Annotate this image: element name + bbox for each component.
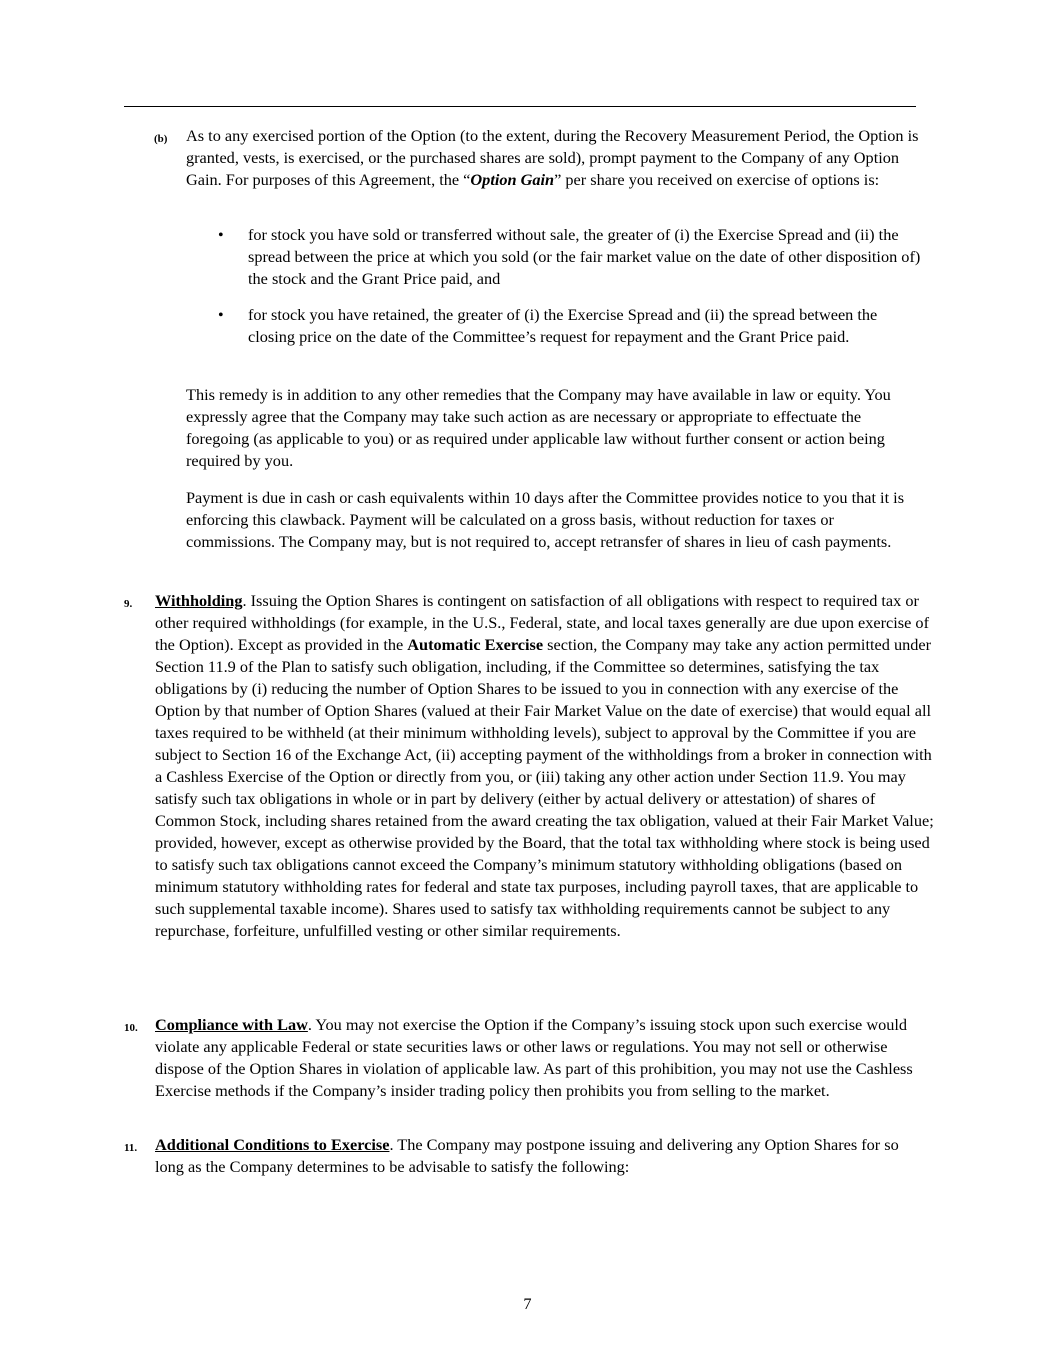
section-11-number: 11.	[124, 1142, 138, 1154]
section-b-text-before: As to any exercised portion of the Option (to the extent, during the Recovery Measurement Period, the Option is granted, vests, is exercised, or the purchased shares are sold), prompt payment to the Company of any Option Gain. For purposes of this Agreement, the “	[186, 126, 919, 189]
section-9-text-a: . Issuing the Option Shares is contingent on satisfaction of all obligations with respect to required tax or other required withholdings (for example, in the U.S., Federal, state, and local taxes generally are due upon exercise of the Option). Except as provided in the	[155, 591, 929, 654]
section-9-paragraph	[155, 590, 935, 942]
section-10-paragraph	[155, 1014, 930, 1102]
section-10-heading: Compliance with Law	[155, 1015, 308, 1034]
section-b-intro	[186, 125, 926, 191]
section-10-number: 10.	[124, 1022, 138, 1034]
section-b-label: (b)	[154, 133, 168, 145]
header-rule	[124, 106, 916, 107]
bullet-item-1: for stock you have sold or transferred without sale, the greater of (i) the Exercise Spread and (ii) the spread between the price at which you sold (or the fair market value on the date of other disposition of) the stock and the Grant Price paid, and	[248, 225, 921, 288]
option-gain-term: Option Gain	[470, 170, 555, 189]
section-9-heading: Withholding	[155, 591, 243, 610]
section-b-text-after: ” per share you received on exercise of options is:	[554, 170, 880, 189]
remedy-paragraph: This remedy is in addition to any other remedies that the Company may have available in law or equity. You expressly agree that the Company may take such action as are necessary or appropriate to effectuate the foregoing (as applicable to you) or as required under applicable law without further consent or action being required by you.	[186, 385, 891, 470]
bullet-icon: •	[218, 227, 224, 244]
page-number: 7	[523, 1294, 532, 1313]
bullet-item-2: for stock you have retained, the greater of (i) the Exercise Spread and (ii) the spread between the closing price on the date of the Committee’s request for repayment and the Grant Price paid.	[248, 305, 878, 346]
payment-paragraph: Payment is due in cash or cash equivalents within 10 days after the Committee provides notice to you that it is enforcing this clawback. Payment will be calculated on a gross basis, without reduction for taxes or commissions. The Company may, but is not required to, accept retransfer of shares in lieu of cash payments.	[186, 488, 905, 551]
section-11-text: . The Company may postpone issuing and delivering any Option Shares for so long as the Company determines to be advisable to satisfy the following:	[155, 1135, 899, 1176]
section-9-text-b: section, the Company may take any action permitted under Section 11.9 of the Plan to satisfy such obligation, including, if the Committee so determines, satisfying the tax obligations by (i) reducing the number of Option Shares to be issued to you in connection with any exercise of the Option by that number of Option Shares (valued at their Fair Market Value on the date of exercise) that would equal all taxes required to be withheld (at their minimum withholding levels), subject to approval by the Committee if you are subject to Section 16 of the Exchange Act, (ii) accepting payment of the withholdings from a broker in connection with a Cashless Exercise of the Option or directly from you, or (iii) taking any other action under Section 11.9. You may satisfy such tax obligations in whole or in part by delivery (either by actual delivery or attestation) of shares of Common Stock, including shares retained from the award creating the tax obligation, valued at their Fair Market Value; provided, however, except as otherwise provided by the Board, that the total tax withholding where stock is being used to satisfy such tax obligations cannot exceed the Company’s minimum statutory withholding obligations (based on minimum statutory withholding rates for federal and state tax purposes, including payroll taxes, that are applicable to such supplemental taxable income). Shares used to satisfy tax withholding requirements cannot be subject to any repurchase, forfeiture, unfulfilled vesting or other similar requirements.	[155, 635, 934, 940]
section-11-heading: Additional Conditions to Exercise	[155, 1135, 390, 1154]
automatic-exercise-ref: Automatic Exercise	[407, 635, 544, 654]
section-11-paragraph	[155, 1134, 930, 1178]
section-9-number: 9.	[124, 598, 133, 610]
section-10-text: . You may not exercise the Option if the Company’s issuing stock upon such exercise would violate any applicable Federal or state securities laws or other laws or regulations. You may not sell or otherwise dispose of the Option Shares in violation of applicable law. As part of this prohibition, you may not use the Cashless Exercise methods if the Company’s insider trading policy then prohibits you from selling to the market.	[155, 1015, 913, 1100]
bullet-icon: •	[218, 307, 224, 324]
